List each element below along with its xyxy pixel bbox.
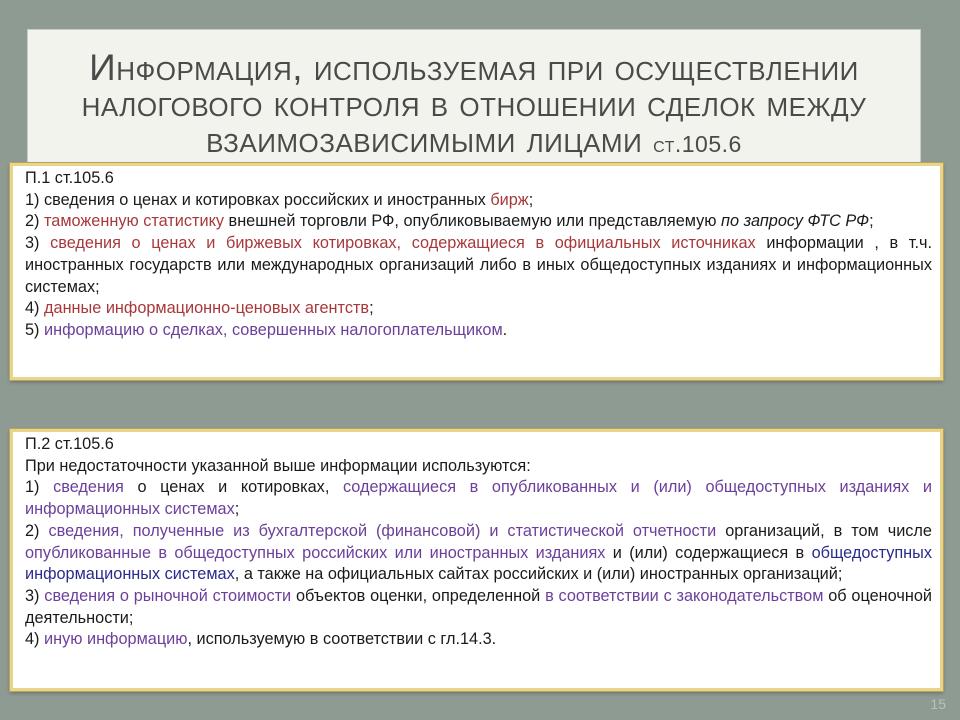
clause-2-item-4: 4) иную информацию, используемую в соответствии с гл.14.3. <box>25 630 497 649</box>
clause-2-heading: П.2 ст.105.6 <box>25 435 114 453</box>
clause-1-item-3: 3) сведения о ценах и биржевых котировках, содержащиеся в официальных источниках информации , в т.ч. иностранных государств или международных организаций либо в иных общедоступных изданиях и информационных системах; <box>25 234 932 296</box>
slide-title <box>28 47 920 162</box>
clause-2-intro: При недостаточности указанной выше информации используются: <box>25 456 531 475</box>
title-main: Информация, используемая при осуществлении налогового контроля в отношении сделок между взаимозависимыми лицами <box>81 47 867 160</box>
clause-1-box <box>10 163 943 380</box>
title-panel <box>28 30 920 162</box>
clause-2-box <box>10 429 943 691</box>
clause-1-item-2: 2) таможенную статистику внешней торговли РФ, опубликовываемую или представляемую по запросу ФТС РФ; <box>25 212 874 231</box>
clause-2-item-3: 3) сведения о рыночной стоимости объектов оценки, определенной в соответствии с законодательством об оценочной деятельности; <box>25 586 932 627</box>
clause-1-item-4: 4) данные информационно-ценовых агентств; <box>25 299 374 318</box>
clause-2-item-2: 2) сведения, полученные из бухгалтерской (финансовой) и статистической отчетности организаций, в том числе опубликованные в общедоступных российских или иностранных изданиях и (или) содержащиеся в общедоступных информационных системах, а также на официальных сайтах российских и (или) иностранных организаций; <box>25 521 932 584</box>
page-number: 15 <box>930 696 946 712</box>
clause-1-item-5: 5) информацию о сделках, совершенных налогоплательщиком. <box>25 320 508 339</box>
clause-1-item-1: 1) сведения о ценах и котировках российских и иностранных бирж; <box>25 190 534 209</box>
clause-1-heading: П.1 ст.105.6 <box>25 169 114 187</box>
title-article-ref: ст.105.6 <box>653 131 742 157</box>
clause-2-item-1: 1) сведения о ценах и котировках, содержащиеся в опубликованных и (или) общедоступных изданиях и информационных системах; <box>25 478 932 519</box>
